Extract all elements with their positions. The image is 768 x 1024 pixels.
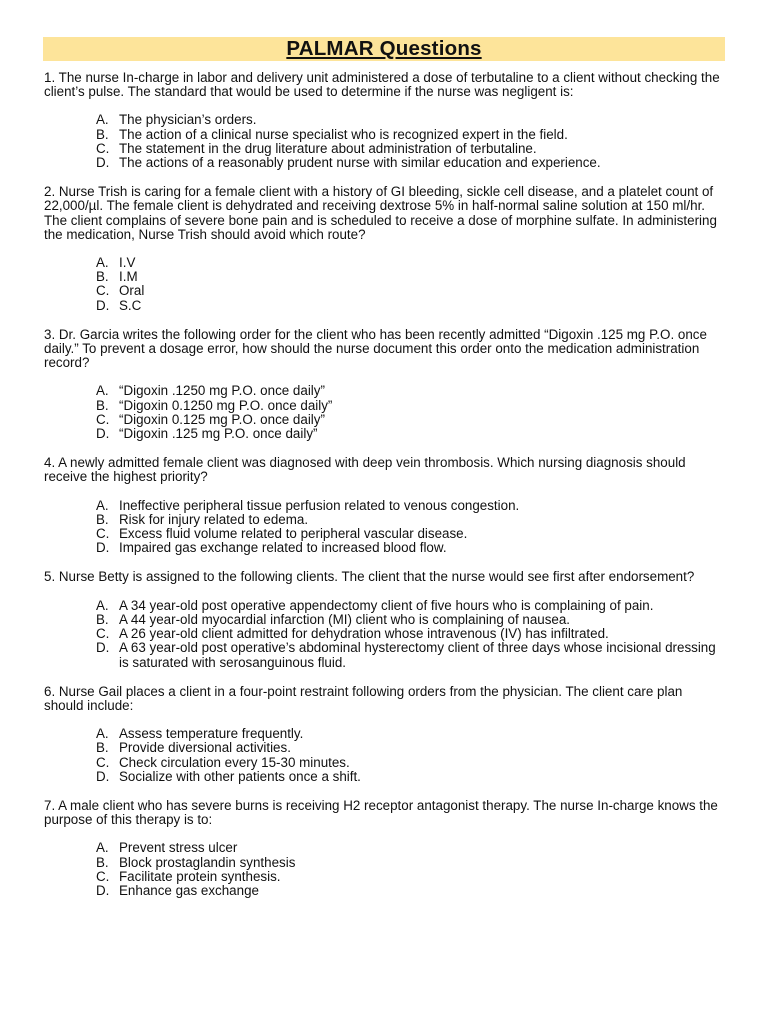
option-text: The physician’s orders. <box>119 112 257 128</box>
option-text: The actions of a reasonably prudent nurse with similar education and experience. <box>119 155 601 171</box>
page-title: PALMAR Questions <box>286 37 482 60</box>
option-letter: B. <box>96 854 109 870</box>
option-letter: D. <box>96 768 110 784</box>
answer-options <box>44 499 724 556</box>
answer-options <box>44 113 724 170</box>
option-letter: A. <box>96 383 109 399</box>
option-letter: A. <box>96 255 109 271</box>
answer-option-a <box>44 113 724 127</box>
option-text: Socialize with other patients once a shift. <box>119 768 361 784</box>
answer-option-a <box>44 599 724 613</box>
question-1 <box>44 71 724 170</box>
question-5 <box>44 570 724 669</box>
question-stem: 5. Nurse Betty is assigned to the following clients. The client that the nurse would see first after endorsement? <box>44 569 695 585</box>
option-letter: B. <box>96 269 109 285</box>
answer-option-a <box>44 499 724 513</box>
option-letter: A. <box>96 497 109 513</box>
option-text: Enhance gas exchange <box>119 882 259 898</box>
option-text: Risk for injury related to edema. <box>119 511 309 527</box>
answer-option-c <box>44 284 724 298</box>
answer-option-a <box>44 384 724 398</box>
option-text: A 63 year-old post operative’s abdominal hysterectomy client of three days whose incisional dressing is saturated with serosanguinous fluid. <box>119 640 716 670</box>
answer-option-d <box>44 884 724 898</box>
answer-options <box>44 599 724 670</box>
option-letter: C. <box>96 754 110 770</box>
option-letter: D. <box>96 155 110 171</box>
option-letter: C. <box>96 626 110 642</box>
answer-option-c <box>44 527 724 541</box>
option-text: Facilitate protein synthesis. <box>119 868 281 884</box>
option-text: Oral <box>119 283 145 299</box>
option-text: “Digoxin .1250 mg P.O. once daily” <box>119 383 325 399</box>
question-7 <box>44 799 724 898</box>
answer-option-b <box>44 613 724 627</box>
option-text: “Digoxin .125 mg P.O. once daily” <box>119 426 318 442</box>
answer-option-d <box>44 427 724 441</box>
question-list <box>44 71 724 913</box>
question-3 <box>44 328 724 441</box>
option-letter: C. <box>96 283 110 299</box>
question-stem: 2. Nurse Trish is caring for a female client with a history of GI bleeding, sickle cell disease, and a platelet count of 22,000/µl. The female client is dehydrated and receiving dextrose 5% in half-normal saline solution at 150 ml/hr. The client complains of severe bone pain and is scheduled to receive a dose of morphine sulfate. In administering the medication, Nurse Trish should avoid which route? <box>44 184 717 242</box>
option-letter: D. <box>96 540 110 556</box>
option-letter: A. <box>96 112 109 128</box>
question-stem: 1. The nurse In-charge in labor and delivery unit administered a dose of terbutaline to a client without checking the client’s pulse. The standard that would be used to determine if the nurse was negligent is: <box>44 70 720 100</box>
question-stem: 7. A male client who has severe burns is receiving H2 receptor antagonist therapy. The nurse In-charge knows the purpose of this therapy is to: <box>44 797 718 828</box>
answer-option-b <box>44 270 724 284</box>
option-text: The statement in the drug literature about administration of terbutaline. <box>119 140 537 156</box>
answer-option-c <box>44 413 724 427</box>
answer-option-a <box>44 841 724 855</box>
option-letter: A. <box>96 597 109 613</box>
answer-option-d <box>44 299 724 313</box>
option-letter: C. <box>96 868 110 884</box>
option-text: A 34 year-old post operative appendectomy client of five hours who is complaining of pain. <box>119 597 654 613</box>
answer-options <box>44 384 724 441</box>
option-text: “Digoxin 0.1250 mg P.O. once daily” <box>119 397 333 413</box>
option-letter: C. <box>96 140 110 156</box>
option-text: A 26 year-old client admitted for dehydration whose intravenous (IV) has infiltrated. <box>119 626 609 642</box>
option-letter: B. <box>96 126 109 142</box>
option-text: A 44 year-old myocardial infarction (MI) client who is complaining of nausea. <box>119 611 571 627</box>
option-letter: A. <box>96 726 109 742</box>
answer-options <box>44 841 724 898</box>
question-2 <box>44 185 724 313</box>
option-letter: D. <box>96 426 110 442</box>
answer-option-a <box>44 727 724 741</box>
answer-option-b <box>44 128 724 142</box>
question-stem: 4. A newly admitted female client was diagnosed with deep vein thrombosis. Which nursing diagnosis should receive the highest priority? <box>44 455 686 485</box>
option-text: Prevent stress ulcer <box>119 840 238 856</box>
option-text: The action of a clinical nurse specialist who is recognized expert in the field. <box>119 126 568 142</box>
answer-option-d <box>44 541 724 555</box>
option-text: Provide diversional activities. <box>119 740 291 756</box>
option-letter: B. <box>96 397 109 413</box>
option-letter: D. <box>96 882 110 898</box>
option-text: Check circulation every 15-30 minutes. <box>119 754 350 770</box>
option-text: Impaired gas exchange related to increased blood flow. <box>119 540 447 556</box>
option-text: I.M <box>119 269 138 285</box>
answer-options <box>44 727 724 784</box>
answer-option-d <box>44 641 724 669</box>
answer-option-b <box>44 741 724 755</box>
option-text: Ineffective peripheral tissue perfusion related to venous congestion. <box>119 497 520 513</box>
answer-option-b <box>44 856 724 870</box>
title-banner <box>43 37 725 61</box>
option-letter: A. <box>96 840 109 856</box>
option-letter: D. <box>96 640 110 656</box>
question-4 <box>44 456 724 555</box>
option-letter: B. <box>96 511 109 527</box>
answer-options <box>44 256 724 313</box>
answer-option-c <box>44 756 724 770</box>
answer-option-a <box>44 256 724 270</box>
option-text: Excess fluid volume related to peripheral vascular disease. <box>119 526 468 542</box>
answer-option-d <box>44 156 724 170</box>
answer-option-c <box>44 627 724 641</box>
option-letter: B. <box>96 611 109 627</box>
option-letter: B. <box>96 740 109 756</box>
option-text: I.V <box>119 255 136 271</box>
question-6 <box>44 685 724 784</box>
answer-option-c <box>44 870 724 884</box>
option-letter: C. <box>96 526 110 542</box>
answer-option-c <box>44 142 724 156</box>
answer-option-b <box>44 399 724 413</box>
option-text: Assess temperature frequently. <box>119 726 304 742</box>
answer-option-b <box>44 513 724 527</box>
question-stem: 6. Nurse Gail places a client in a four-point restraint following orders from the physician. The client care plan should include: <box>44 683 683 713</box>
option-text: Block prostaglandin synthesis <box>119 854 296 870</box>
option-letter: C. <box>96 411 110 427</box>
option-text: S.C <box>119 297 142 313</box>
option-letter: D. <box>96 297 110 313</box>
question-stem: 3. Dr. Garcia writes the following order for the client who has been recently admitted “Digoxin .125 mg P.O. once daily.” To prevent a dosage error, how should the nurse document this order onto the medication administration record? <box>44 326 707 371</box>
option-text: “Digoxin 0.125 mg P.O. once daily” <box>119 411 325 427</box>
answer-option-d <box>44 770 724 784</box>
